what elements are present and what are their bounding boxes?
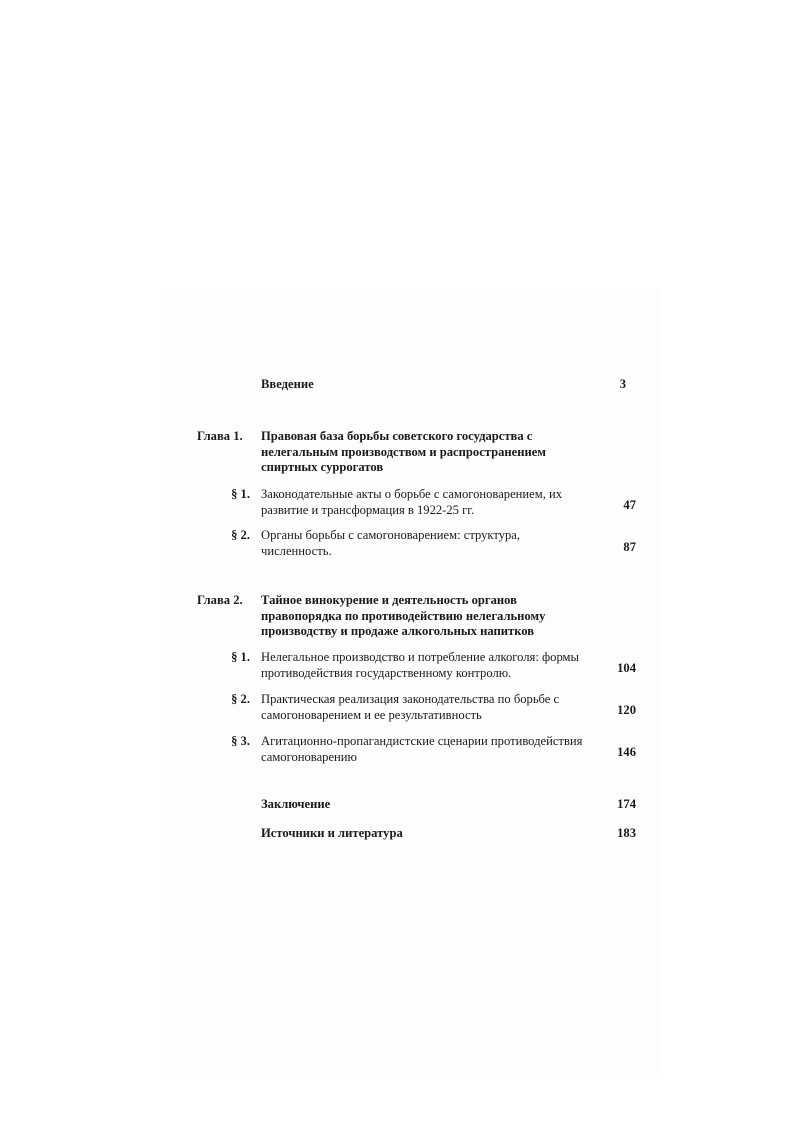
chapter-2-section-1-num: § 1. xyxy=(231,650,250,664)
toc-intro-title: Введение xyxy=(261,377,314,391)
toc-sources-page: 183 xyxy=(617,826,636,840)
chapter-2-section-1-page: 104 xyxy=(617,661,636,675)
chapter-2-section-1-title: Нелегальное производство и потребление алкоголя: формы противодействия государственному контролю. xyxy=(261,650,579,680)
chapter-2-section-3-page: 146 xyxy=(617,745,636,759)
chapter-2-section-3-title: Агитационно-пропагандистские сценарии противодействия самогоноварению xyxy=(261,734,583,764)
chapter-1-section-2-num: § 2. xyxy=(231,528,250,542)
chapter-1-section-1-title: Законодательные акты о борьбе с самогоноварением, их развитие и трансформация в 1922-25 гг. xyxy=(261,487,563,517)
toc-conclusion-page: 174 xyxy=(617,797,636,811)
chapter-2-section-2-title: Практическая реализация законодательства по борьбе с самогоноварением и ее результативность xyxy=(261,692,560,722)
chapter-2-section-2-num: § 2. xyxy=(231,692,250,706)
chapter-1-section-2-title: Органы борьбы с самогоноварением: структура, численность. xyxy=(261,528,521,558)
chapter-1-section-2-page: 87 xyxy=(623,540,636,554)
chapter-2-label: Глава 2. xyxy=(197,593,243,607)
toc-sources-title: Источники и литература xyxy=(261,826,403,840)
chapter-2-section-3-num: § 3. xyxy=(231,734,250,748)
toc-conclusion-title: Заключение xyxy=(261,797,331,811)
chapter-1-section-1-num: § 1. xyxy=(231,487,250,501)
chapter-1-label: Глава 1. xyxy=(197,429,243,443)
chapter-1-title: Правовая база борьбы советского государства с нелегальным производством и распространением спиртных суррогатов xyxy=(261,429,546,474)
chapter-2-title: Тайное винокурение и деятельность органов правопорядка по противодействию нелегальному производству и продаже алкогольных напитков xyxy=(261,593,546,638)
chapter-1-section-1-page: 47 xyxy=(623,498,636,512)
toc-intro-page: 3 xyxy=(619,377,626,391)
chapter-2-section-2-page: 120 xyxy=(617,703,636,717)
